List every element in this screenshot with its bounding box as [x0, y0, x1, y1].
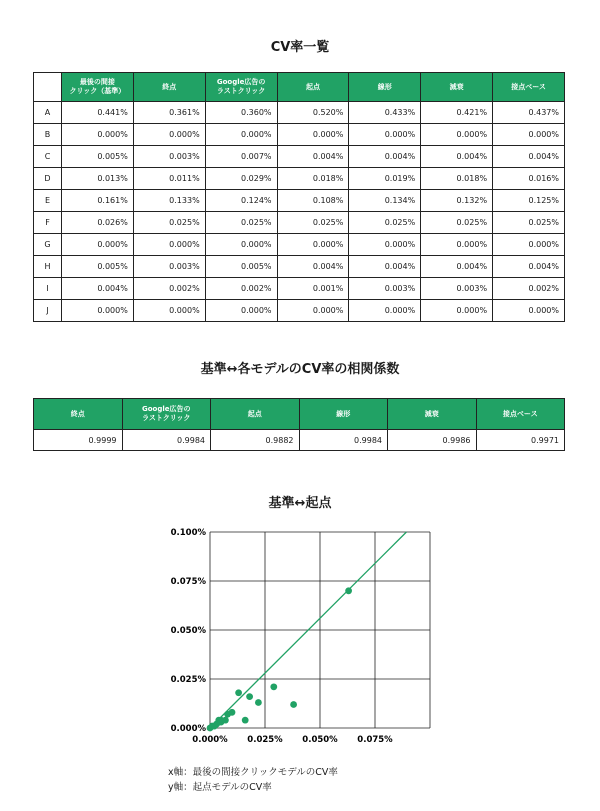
table-cell: 0.9971: [476, 430, 565, 451]
table-cell: 0.004%: [62, 278, 134, 300]
corner-cell: [34, 73, 62, 102]
row-label: A: [34, 102, 62, 124]
column-header: 減衰: [388, 399, 477, 430]
table-cell: 0.025%: [421, 212, 493, 234]
table-cell: 0.004%: [421, 146, 493, 168]
row-label: I: [34, 278, 62, 300]
x-tick-label: 0.050%: [302, 735, 338, 745]
y-tick-label: 0.075%: [170, 577, 206, 587]
table-cell: 0.003%: [133, 146, 205, 168]
table-cell: 0.002%: [133, 278, 205, 300]
table-cell: 0.000%: [62, 124, 134, 146]
table-cell: 0.520%: [277, 102, 349, 124]
table-cell: 0.025%: [349, 212, 421, 234]
table-cell: 0.360%: [205, 102, 277, 124]
data-point: [246, 693, 253, 700]
table-cell: 0.133%: [133, 190, 205, 212]
column-header: 減衰: [421, 73, 493, 102]
table-cell: 0.124%: [205, 190, 277, 212]
table-cell: 0.004%: [349, 146, 421, 168]
table-cell: 0.005%: [62, 256, 134, 278]
data-point: [229, 709, 236, 716]
table-cell: 0.026%: [62, 212, 134, 234]
column-header: 起点: [211, 399, 300, 430]
row-label: J: [34, 300, 62, 322]
row-label: F: [34, 212, 62, 234]
corr-table-row: [34, 430, 565, 451]
table-cell: 0.000%: [349, 300, 421, 322]
table-cell: 0.000%: [277, 300, 349, 322]
table-cell: 0.000%: [349, 234, 421, 256]
data-point: [235, 689, 242, 696]
column-header: 接点ベース: [476, 399, 565, 430]
data-point: [270, 683, 277, 690]
data-point: [345, 587, 352, 594]
table-cell: 0.004%: [277, 146, 349, 168]
data-point: [222, 717, 229, 724]
table-cell: 0.019%: [349, 168, 421, 190]
row-label: C: [34, 146, 62, 168]
table-row: [34, 146, 565, 168]
column-header: 線形: [349, 73, 421, 102]
table-cell: 0.004%: [421, 256, 493, 278]
table-cell: 0.000%: [277, 124, 349, 146]
table-cell: 0.125%: [493, 190, 565, 212]
table-cell: 0.000%: [62, 234, 134, 256]
table-cell: 0.000%: [133, 234, 205, 256]
table-row: [34, 278, 565, 300]
x-tick-label: 0.025%: [247, 735, 283, 745]
table-cell: 0.000%: [421, 234, 493, 256]
row-label: D: [34, 168, 62, 190]
table-cell: 0.9882: [211, 430, 300, 451]
x-tick-label: 0.000%: [192, 735, 228, 745]
table-row: [34, 190, 565, 212]
table-cell: 0.025%: [493, 212, 565, 234]
column-header: 終点: [34, 399, 123, 430]
column-header: 線形: [299, 399, 388, 430]
table-cell: 0.000%: [133, 124, 205, 146]
table-row: [34, 168, 565, 190]
column-header: 接点ベース: [493, 73, 565, 102]
table-cell: 0.9984: [122, 430, 211, 451]
corr-table-header-row: [34, 399, 565, 430]
table-row: [34, 256, 565, 278]
table-cell: 0.005%: [205, 256, 277, 278]
table-cell: 0.9984: [299, 430, 388, 451]
table-cell: 0.003%: [349, 278, 421, 300]
column-header: 起点: [277, 73, 349, 102]
scatter-chart: [160, 522, 440, 752]
cv-rate-table: [33, 72, 565, 322]
table-cell: 0.000%: [205, 234, 277, 256]
table-cell: 0.007%: [205, 146, 277, 168]
table-cell: 0.134%: [349, 190, 421, 212]
y-tick-label: 0.050%: [170, 626, 206, 636]
y-tick-label: 0.025%: [170, 675, 206, 685]
table-cell: 0.132%: [421, 190, 493, 212]
data-point: [255, 699, 262, 706]
table-row: [34, 300, 565, 322]
table-cell: 0.000%: [421, 124, 493, 146]
table-row: [34, 212, 565, 234]
table-cell: 0.000%: [493, 124, 565, 146]
table-cell: 0.018%: [277, 168, 349, 190]
row-label: E: [34, 190, 62, 212]
row-label: H: [34, 256, 62, 278]
table-cell: 0.029%: [205, 168, 277, 190]
table-cell: 0.003%: [133, 256, 205, 278]
table-cell: 0.000%: [349, 124, 421, 146]
table-cell: 0.108%: [277, 190, 349, 212]
row-label: G: [34, 234, 62, 256]
table-cell: 0.002%: [493, 278, 565, 300]
table-cell: 0.004%: [493, 256, 565, 278]
row-label: B: [34, 124, 62, 146]
table-row: [34, 234, 565, 256]
table-cell: 0.433%: [349, 102, 421, 124]
table-cell: 0.013%: [62, 168, 134, 190]
cv-table-header-row: [34, 73, 565, 102]
table-cell: 0.018%: [421, 168, 493, 190]
correlation-table: [33, 398, 565, 451]
data-point: [290, 701, 297, 708]
column-header: Google広告の ラストクリック: [205, 73, 277, 102]
table-row: [34, 102, 565, 124]
table-cell: 0.004%: [493, 146, 565, 168]
chart-title: 基準↔起点: [268, 496, 332, 511]
table-cell: 0.016%: [493, 168, 565, 190]
y-tick-label: 0.000%: [170, 724, 206, 734]
table-cell: 0.025%: [277, 212, 349, 234]
table-cell: 0.003%: [421, 278, 493, 300]
table-cell: 0.025%: [205, 212, 277, 234]
table-cell: 0.421%: [421, 102, 493, 124]
x-axis-caption: x軸：最後の間接クリックモデルのCV率: [168, 767, 338, 778]
column-header: Google広告の ラストクリック: [122, 399, 211, 430]
table-cell: 0.9999: [34, 430, 123, 451]
x-tick-label: 0.075%: [357, 735, 393, 745]
y-axis-caption: y軸：起点モデルのCV率: [168, 782, 272, 793]
table-cell: 0.000%: [62, 300, 134, 322]
table-cell: 0.004%: [349, 256, 421, 278]
table-cell: 0.004%: [277, 256, 349, 278]
table-cell: 0.441%: [62, 102, 134, 124]
table-cell: 0.000%: [421, 300, 493, 322]
data-point: [242, 717, 249, 724]
table-cell: 0.002%: [205, 278, 277, 300]
table-cell: 0.000%: [493, 300, 565, 322]
table-cell: 0.000%: [493, 234, 565, 256]
table-cell: 0.025%: [133, 212, 205, 234]
table-cell: 0.000%: [277, 234, 349, 256]
table-cell: 0.000%: [133, 300, 205, 322]
table-cell: 0.001%: [277, 278, 349, 300]
table-cell: 0.005%: [62, 146, 134, 168]
cv-table-title: CV率一覧: [270, 40, 330, 55]
table-cell: 0.161%: [62, 190, 134, 212]
table-cell: 0.000%: [205, 124, 277, 146]
corr-table-title: 基準↔各モデルのCV率の相関係数: [200, 362, 400, 377]
column-header: 終点: [133, 73, 205, 102]
column-header: 最後の間接 クリック（基準）: [62, 73, 134, 102]
table-row: [34, 124, 565, 146]
table-cell: 0.361%: [133, 102, 205, 124]
table-cell: 0.437%: [493, 102, 565, 124]
y-tick-label: 0.100%: [170, 528, 206, 538]
table-cell: 0.011%: [133, 168, 205, 190]
table-cell: 0.9986: [388, 430, 477, 451]
table-cell: 0.000%: [205, 300, 277, 322]
